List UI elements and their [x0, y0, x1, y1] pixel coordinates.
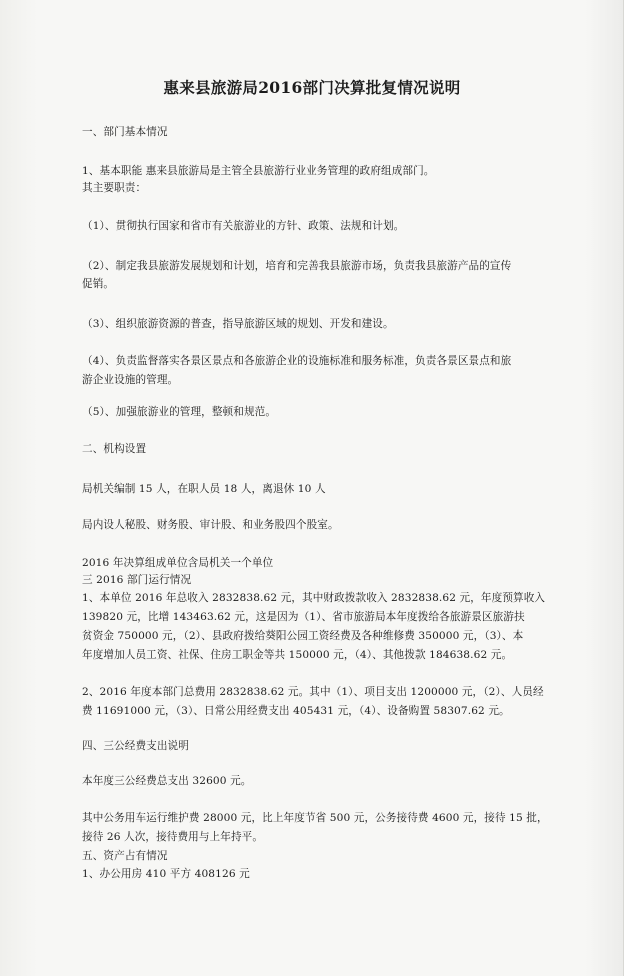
- paragraph-line: 139820 元，比增 143463.62 元，这是因为（1）、省市旅游局本年度拨给各旅游景区旅游扶: [82, 611, 525, 623]
- paragraph-line: 1、本单位 2016 年总收入 2832838.62 元，其中财政拨款收入 2832838.62 元，年度预算收入: [82, 592, 546, 604]
- paragraph-line: 游企业设施的管理。: [82, 374, 179, 386]
- paragraph-line: 其主要职责：: [82, 182, 147, 194]
- section-heading-assets: 五、资产占有情况: [82, 850, 168, 862]
- document-title: 惠来县旅游局2016部门决算批复情况说明: [163, 78, 461, 97]
- paragraph-line: 1、办公用房 410 平方 408126 元: [82, 868, 250, 880]
- section-heading-three-public-expenses: 四、三公经费支出说明: [82, 740, 189, 752]
- paragraph-line: 费 11691000 元，（3）、日常公用经费支出 405431 元，（4）、设备购置 58307.62 元。: [82, 705, 510, 717]
- paragraph-line: 局机关编制 15 人，在职人员 18 人，离退休 10 人: [82, 483, 326, 495]
- paragraph-line: 1、基本职能 惠来县旅游局是主管全县旅游行业业务管理的政府组成部门。: [82, 165, 435, 177]
- paragraph-line: （3）、组织旅游资源的普查，指导旅游区域的规划、开发和建设。: [82, 318, 394, 330]
- section-heading-basic-info: 一、部门基本情况: [82, 126, 168, 138]
- paragraph-line: 促销。: [82, 278, 115, 290]
- paragraph-line: 贫资金 750000 元，（2）、县政府拨给葵阳公园工资经费及各种维修费 350000 元，（3）、本: [82, 630, 524, 642]
- paragraph-line: （1）、贯彻执行国家和省市有关旅游业的方针、政策、法规和计划。: [82, 220, 405, 232]
- paragraph-line: 2016 年决算组成单位含局机关一个单位: [82, 557, 274, 569]
- section-heading-operations: 三 2016 部门运行情况: [82, 574, 192, 586]
- paragraph-line: （2）、制定我县旅游发展规划和计划，培育和完善我县旅游市场，负责我县旅游产品的宣传: [82, 260, 512, 272]
- paragraph-line: 年度增加人员工资、社保、住房工职金等共 150000 元，（4）、其他拨款 184638.62 元。: [82, 649, 513, 661]
- paragraph-line: 其中公务用车运行维护费 28000 元，比上年度节省 500 元，公务接待费 4600 元，接待 15 批，: [82, 812, 548, 824]
- paragraph-line: （5）、加强旅游业的管理，整顿和规范。: [82, 406, 277, 418]
- paragraph-line: 接待 26 人次，接待费用与上年持平。: [82, 831, 264, 843]
- paragraph-line: 2、2016 年度本部门总费用 2832838.62 元。其中（1）、项目支出 1200000 元，（2）、人员经: [82, 686, 544, 698]
- paragraph-line: 局内设人秘股、财务股、审计股、和业务股四个股室。: [82, 519, 339, 531]
- paragraph-line: （4）、负责监督落实各景区景点和各旅游企业的设施标准和服务标准，负责各景区景点和旅: [82, 355, 512, 367]
- section-heading-organization: 二、机构设置: [82, 443, 147, 455]
- paragraph-line: 本年度三公经费总支出 32600 元。: [82, 775, 252, 787]
